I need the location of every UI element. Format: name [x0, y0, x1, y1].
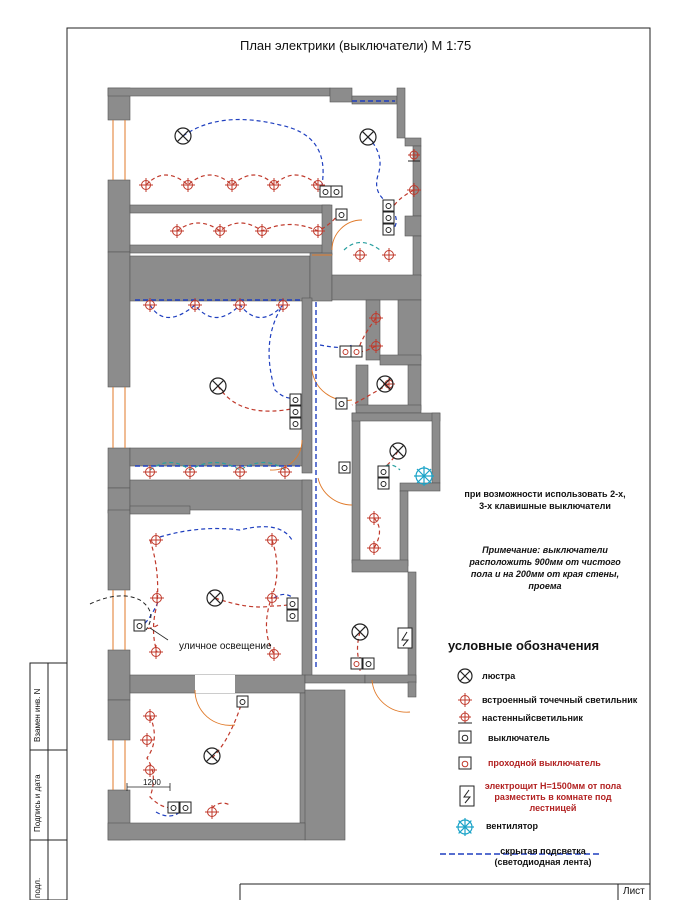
- chandelier-icon: [458, 669, 472, 683]
- remark-note: Примечание: выключатели расположить 900мм от чистого пола и на 200мм от края стены, проема: [469, 545, 621, 591]
- switch-types-note: при возможности использовать 2-х, 3-х клавишные выключатели: [464, 489, 626, 511]
- fan: [414, 466, 434, 486]
- dimension-label: 1200: [143, 778, 161, 787]
- legend-label-wall-lamp: настенныйсветильник: [482, 713, 583, 723]
- fan-icon: [456, 818, 474, 836]
- legend-title: условные обозначения: [448, 638, 600, 653]
- street-label-leader: [150, 628, 168, 640]
- legend-label-chandelier: люстра: [482, 671, 516, 681]
- electrical-panel: [398, 628, 412, 648]
- legend-label-panel: электрощит Н=1500мм от пола разместить в комнате под лестницей: [484, 781, 622, 813]
- street-lighting-label: уличное освещение: [179, 641, 272, 652]
- page-title: План электрики (выключатели) М 1:75: [240, 38, 472, 53]
- stamp-signature-date: Подпись и дата: [33, 774, 42, 832]
- stamp-replaced-inv: Взамен инв. N: [33, 688, 42, 742]
- stamp-inv-orig: подл.: [33, 877, 42, 898]
- recessed-spotlight-icon: [458, 693, 472, 707]
- legend-label-pass-switch: проходной выключатель: [488, 758, 601, 768]
- pass-through-switch-icon: [459, 757, 471, 769]
- legend-label-spotlight: встроенный точечный светильник: [482, 695, 638, 705]
- sheet-label: Лист: [623, 886, 645, 897]
- legend-label-switch: выключатель: [488, 733, 550, 743]
- electrical-panel-icon: [460, 786, 474, 806]
- legend-label-fan: вентилятор: [486, 821, 539, 831]
- legend-label-led: скрытая подсветка (светодиодная лента): [494, 846, 592, 867]
- wall-lamp-icon: [458, 711, 472, 723]
- switch-icon: [459, 731, 471, 743]
